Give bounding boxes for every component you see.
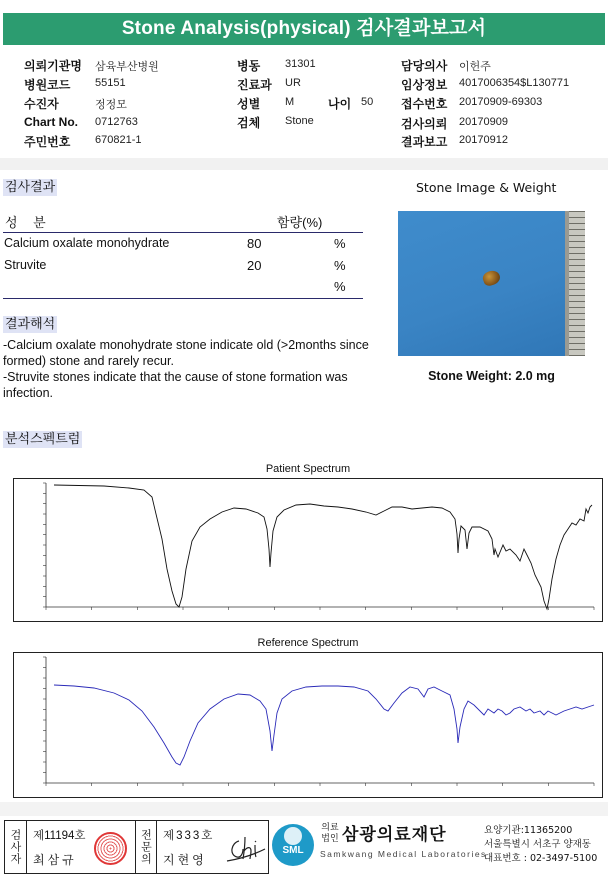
patient-name-label: 수진자 xyxy=(24,97,59,111)
org-address: 서울특별시 서초구 양재동 xyxy=(484,839,591,850)
hospital-code-label: 병원코드 xyxy=(24,78,71,92)
signature-block xyxy=(4,820,269,874)
reference-spectrum-line xyxy=(54,685,594,765)
section-divider xyxy=(0,158,608,170)
receipt-no-value: 20170909-69303 xyxy=(459,96,543,108)
specimen-label: 검체 xyxy=(237,116,261,130)
specialist-label xyxy=(135,821,157,873)
component-percent: 80 xyxy=(247,236,262,251)
org-english-name: Samkwang Medical Laboratories xyxy=(320,849,487,859)
tester-label xyxy=(5,821,27,873)
percent-unit: % xyxy=(334,279,346,294)
org-type: 의료법인 xyxy=(321,823,339,844)
report-title: Stone Analysis(physical) 검사결과보고서 xyxy=(3,13,605,45)
footer-divider xyxy=(0,802,608,816)
org-name: 삼광의료재단 xyxy=(342,825,447,845)
reference-spectrum-plot xyxy=(14,653,602,797)
report-date-value: 20170912 xyxy=(459,134,508,146)
clinical-info-value: 4017006354$L130771 xyxy=(459,77,570,89)
request-date-label: 검사의뢰 xyxy=(401,117,448,131)
component-name: Calcium oxalate monohydrate xyxy=(4,236,170,250)
results-heading: 검사결과 xyxy=(5,180,56,195)
reference-spectrum-title: Reference Spectrum xyxy=(257,637,359,649)
interpretation-line: -Struvite stones indicate that the cause of stone formation was infection. xyxy=(3,370,348,400)
table-bottom-rule xyxy=(3,298,363,299)
sex-label: 성별 xyxy=(237,97,261,111)
percent-unit: % xyxy=(334,258,346,273)
specialist-label-text: 전문의 xyxy=(139,829,153,865)
resident-no-value: 670821-1 xyxy=(95,134,142,146)
sex-value: M xyxy=(285,96,295,108)
resident-no-label: 주민번호 xyxy=(24,135,71,149)
results-table xyxy=(3,211,363,299)
patient-info xyxy=(0,52,608,152)
component-column-header: 성 분 xyxy=(5,215,52,230)
age-value: 50 xyxy=(361,96,374,108)
age-label: 나이 xyxy=(328,97,352,111)
ward-label: 병동 xyxy=(237,59,261,73)
reference-spectrum-chart xyxy=(13,652,603,798)
component-name: Struvite xyxy=(4,258,47,272)
ruler-scale xyxy=(565,211,585,356)
nursing-institution-no: 요양기관:11365200 xyxy=(484,825,573,836)
doctor-value: 이헌주 xyxy=(459,61,491,73)
sml-logo-icon: SML xyxy=(272,824,314,866)
department-value: UR xyxy=(285,77,301,89)
stone-weight: Stone Weight: 2.0 mg xyxy=(428,369,555,383)
org-phone: 대표번호 : 02-3497-5100 xyxy=(484,853,598,864)
request-date-value: 20170909 xyxy=(459,116,508,128)
interpretation-heading: 결과해석 xyxy=(5,317,56,332)
hospital-code-value: 55151 xyxy=(95,77,126,89)
tester-license-no: 제11194호 xyxy=(33,830,86,842)
official-seal xyxy=(94,832,127,865)
specialist-name: 지현영 xyxy=(163,853,207,867)
content-column-header: 함량(%) xyxy=(277,215,323,230)
spectrum-heading: 분석스펙트럼 xyxy=(5,432,81,447)
patient-spectrum-title: Patient Spectrum xyxy=(265,463,351,475)
specialist-license-no: 제333호 xyxy=(163,830,215,842)
patient-spectrum-plot xyxy=(14,479,602,621)
report-date-label: 결과보고 xyxy=(401,135,448,149)
department-label: 진료과 xyxy=(237,78,272,92)
percent-unit: % xyxy=(334,236,346,251)
patient-name-value: 정정모 xyxy=(95,99,127,111)
stone-photo xyxy=(398,211,585,356)
org-contact xyxy=(484,824,608,866)
tester-label-text: 검사자 xyxy=(9,829,22,865)
interpretation-text xyxy=(3,337,373,401)
table-header-rule xyxy=(3,232,363,233)
report-footer xyxy=(0,818,608,880)
institution-label: 의뢰기관명 xyxy=(24,59,82,73)
patient-spectrum-chart xyxy=(13,478,603,622)
handwritten-signature xyxy=(225,833,267,865)
chart-no-value: 0712763 xyxy=(95,116,138,128)
specimen-value: Stone xyxy=(285,115,314,127)
clinical-info-label: 임상정보 xyxy=(401,78,448,92)
institution-value: 삼육부산병원 xyxy=(95,61,159,73)
ward-value: 31301 xyxy=(285,58,316,70)
kidney-stone xyxy=(481,269,502,288)
receipt-no-label: 접수번호 xyxy=(401,97,448,111)
doctor-label: 담당의사 xyxy=(401,59,448,73)
component-percent: 20 xyxy=(247,258,262,273)
interpretation-line: -Calcium oxalate monohydrate stone indicate old (>2months since formed) stone and rarely recur. xyxy=(3,338,369,368)
stone-image-heading: Stone Image & Weight xyxy=(416,180,557,195)
chart-no-label: Chart No. xyxy=(24,115,78,129)
tester-name: 최삼규 xyxy=(33,853,77,867)
patient-spectrum-line xyxy=(54,485,592,609)
